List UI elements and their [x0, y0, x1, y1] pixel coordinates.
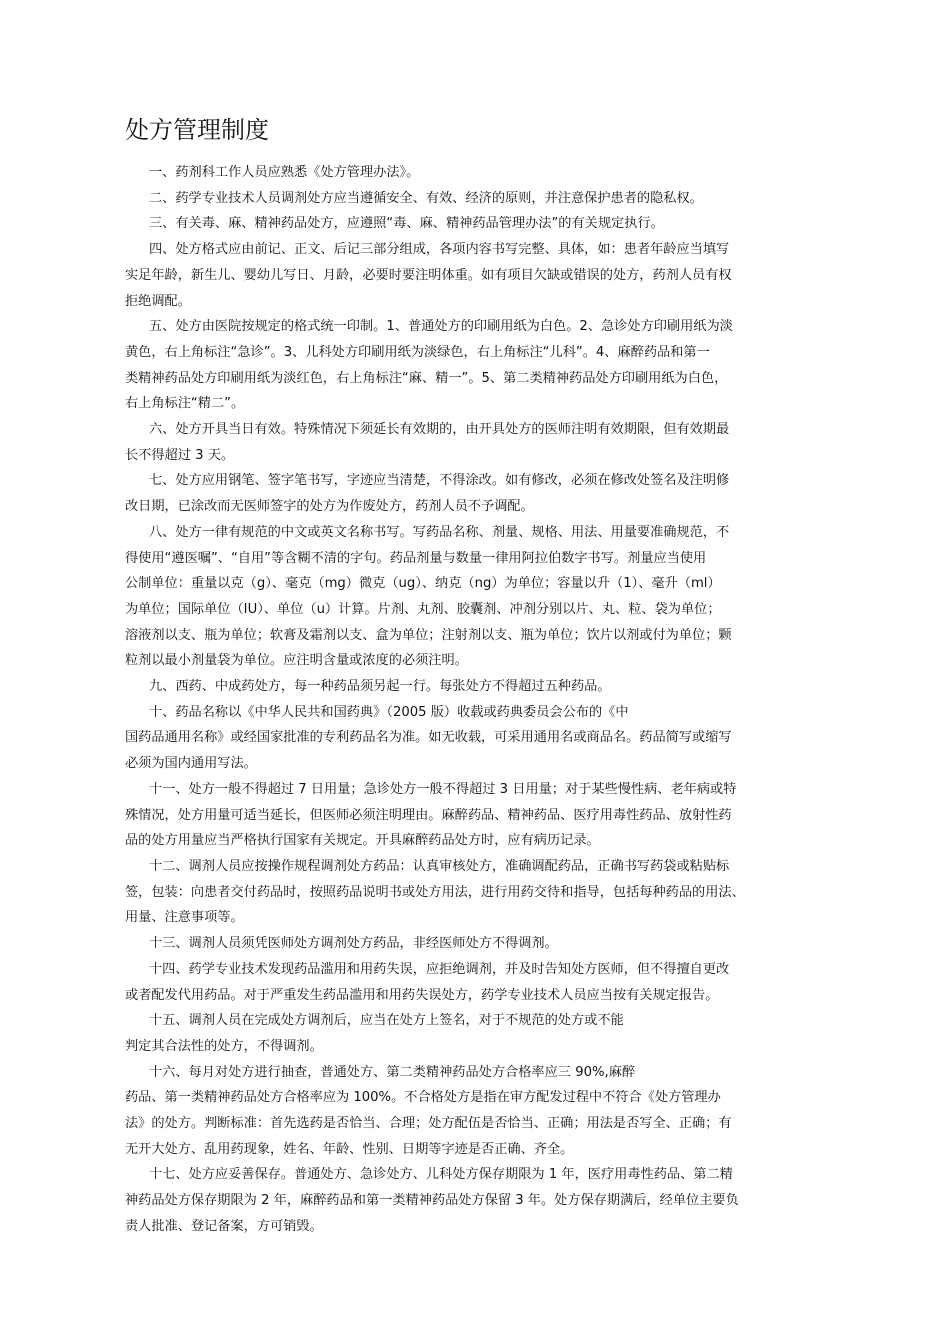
- paragraph-line: 必须为国内通用写法。: [125, 756, 257, 772]
- paragraph-line: 十三、调剂人员须凭医师处方调剂处方药品，非经医师处方不得调剂。: [149, 936, 558, 952]
- paragraph-line: 殊情况，处方用量可适当延长，但医师必须注明理由。麻醉药品、精神药品、医疗用毒性药品、放射性药: [125, 807, 732, 823]
- paragraph-line: 十、药品名称以《中华人民共和国药典》（2005 版）收载或药典委员会公布的《中: [149, 704, 629, 720]
- paragraph-line: 八、处方一律有规范的中文或英文名称书写。写药品名称、剂量、规格、用法、用量要准确规范，不: [149, 524, 730, 540]
- document-page: [125, 112, 825, 1240]
- paragraph-line: 三、有关毒、麻、精神药品处方，应遵照“毒、麻、精神药品管理办法”的有关规定执行。: [149, 216, 664, 232]
- paragraph: [125, 957, 825, 1008]
- paragraph-line: 公制单位：重量以克（g）、毫克（mg）微克（ug）、纳克（ng）为单位；容量以升（1）、毫升（ml）: [125, 576, 721, 592]
- paragraph: [125, 417, 825, 468]
- paragraph-line: 拒绝调配。: [125, 293, 191, 309]
- paragraph-line: 国药品通用名称》或经国家批准的专利药品名为准。如无收载，可采用通用名或商品名。药品简写或缩写: [125, 730, 732, 746]
- paragraph-line: 责人批准、登记备案，方可销毁。: [125, 1218, 323, 1234]
- paragraph-line: 类精神药品处方印刷用纸为淡红色，右上角标注“麻、精一”。5、第二类精神药品处方印刷用纸为白色，: [125, 370, 728, 386]
- paragraph: [125, 674, 825, 700]
- paragraph-line: 十一、处方一般不得超过 7 日用量；急诊处方一般不得超过 3 日用量；对于某些慢性病、老年病或特: [149, 781, 737, 797]
- paragraph-line: 二、药学专业技术人员调剂处方应当遵循安全、有效、经济的原则，并注意保护患者的隐私权。: [149, 190, 703, 206]
- paragraph-line: 九、西药、中成药处方，每一种药品须另起一行。每张处方不得超过五种药品。: [149, 679, 611, 695]
- paragraph-line: 品的处方用量应当严格执行国家有关规定。开具麻醉药品处方时，应有病历记录。: [125, 833, 600, 849]
- paragraph: [125, 854, 825, 931]
- paragraph-line: 右上角标注“精二”。: [125, 396, 245, 412]
- paragraph-line: 判定其合法性的处方，不得调剂。: [125, 1038, 323, 1054]
- paragraph-line: 溶液剂以支、瓶为单位；软膏及霜剂以支、盒为单位；注射剂以支、瓶为单位；饮片以剂或付为单位；颗: [125, 627, 732, 643]
- paragraph-line: 六、处方开具当日有效。特殊情况下须延长有效期的，由开具处方的医师注明有效期限，但有效期最: [149, 422, 730, 438]
- paragraph-line: 粒剂以最小剂量袋为单位。应注明含量或浓度的必须注明。: [125, 653, 468, 669]
- paragraph: [125, 186, 825, 212]
- paragraph-line: 改日期，已涂改而无医师签字的处方为作废处方，药剂人员不予调配。: [125, 499, 534, 515]
- paragraph-line: 神药品处方保存期限为 2 年，麻醉药品和第一类精神药品处方保留 3 年。处方保存期满后，经单位主要负: [125, 1193, 739, 1209]
- paragraph-line: 十四、药学专业技术发现药品滥用和用药失误，应拒绝调剂，并及时告知处方医师，但不得擅自更改: [149, 961, 730, 977]
- paragraph: [125, 314, 825, 417]
- paragraph-line: 七、处方应用钢笔、签字笔书写，字迹应当清楚，不得涂改。如有修改，必须在修改处签名及注明修: [149, 473, 730, 489]
- paragraph-line: 得使用“遵医嘱”、“自用”等含糊不清的字句。药品剂量与数量一律用阿拉伯数字书写。剂量应当使用: [125, 550, 707, 566]
- paragraph-line: 黄色，右上角标注“急诊”。3、儿科处方印刷用纸为淡绿色，右上角标注“儿科”。4、麻醉药品和第一: [125, 344, 710, 360]
- paragraph: [125, 931, 825, 957]
- paragraph: [125, 1060, 825, 1163]
- paragraph-line: 十五、调剂人员在完成处方调剂后，应当在处方上签名，对于不规范的处方或不能: [149, 1013, 624, 1029]
- paragraph: [125, 1162, 825, 1239]
- paragraph: [125, 468, 825, 519]
- document-body: [125, 160, 825, 1240]
- paragraph-line: 五、处方由医院按规定的格式统一印制。1、普通处方的印刷用纸为白色。2、急诊处方印刷用纸为淡: [149, 319, 733, 335]
- paragraph: [125, 211, 825, 237]
- paragraph-line: 实足年龄，新生儿、婴幼儿写日、月龄，必要时要注明体重。如有项目欠缺或错误的处方，药剂人员有权: [125, 267, 732, 283]
- paragraph-line: 法》的处方。判断标准：首先选药是否恰当、合理；处方配伍是否恰当、正确；用法是否写全、正确；有: [125, 1116, 732, 1132]
- paragraph-line: 长不得超过 3 天。: [125, 447, 235, 463]
- paragraph: [125, 1008, 825, 1059]
- paragraph: [125, 520, 825, 674]
- paragraph-line: 十二、调剂人员应按操作规程调剂处方药品：认真审核处方，准确调配药品，正确书写药袋或粘贴标: [149, 858, 730, 874]
- paragraph-line: 十七、处方应妥善保存。普通处方、急诊处方、儿科处方保存期限为 1 年，医疗用毒性药品、第二精: [149, 1167, 733, 1183]
- paragraph-line: 无开大处方、乱用药现象，姓名、年龄、性别、日期等字迹是否正确、齐全。: [125, 1141, 574, 1157]
- paragraph-line: 为单位；国际单位（IU）、单位（u）计算。片剂、丸剂、胶囊剂、冲剂分别以片、丸、粒、袋为单位；: [125, 601, 721, 617]
- paragraph-line: 一、药剂科工作人员应熟悉《处方管理办法》。: [149, 165, 420, 180]
- page-title: 处方管理制度: [125, 116, 269, 144]
- paragraph-line: 用量、注意事项等。: [125, 910, 244, 926]
- paragraph-line: 药品、第一类精神药品处方合格率应为 100%。不合格处方是指在审方配发过程中不符合《处方管理办: [125, 1090, 721, 1106]
- paragraph-line: 签，包装：向患者交付药品时，按照药品说明书或处方用法，进行用药交待和指导，包括每种药品的用法、: [125, 884, 745, 900]
- paragraph: [125, 700, 825, 777]
- paragraph-line: 十六、每月对处方进行抽查，普通处方、第二类精神药品处方合格率应三 90%,麻醉: [149, 1064, 636, 1080]
- paragraph-line: 或者配发代用药品。对于严重发生药品滥用和用药失误处方，药学专业技术人员应当按有关规定报告。: [125, 987, 719, 1003]
- paragraph: [125, 237, 825, 314]
- paragraph: [125, 777, 825, 854]
- paragraph: [125, 160, 825, 186]
- paragraph-line: 四、处方格式应由前记、正文、后记三部分组成，各项内容书写完整、具体，如：患者年龄应当填写: [149, 242, 730, 258]
